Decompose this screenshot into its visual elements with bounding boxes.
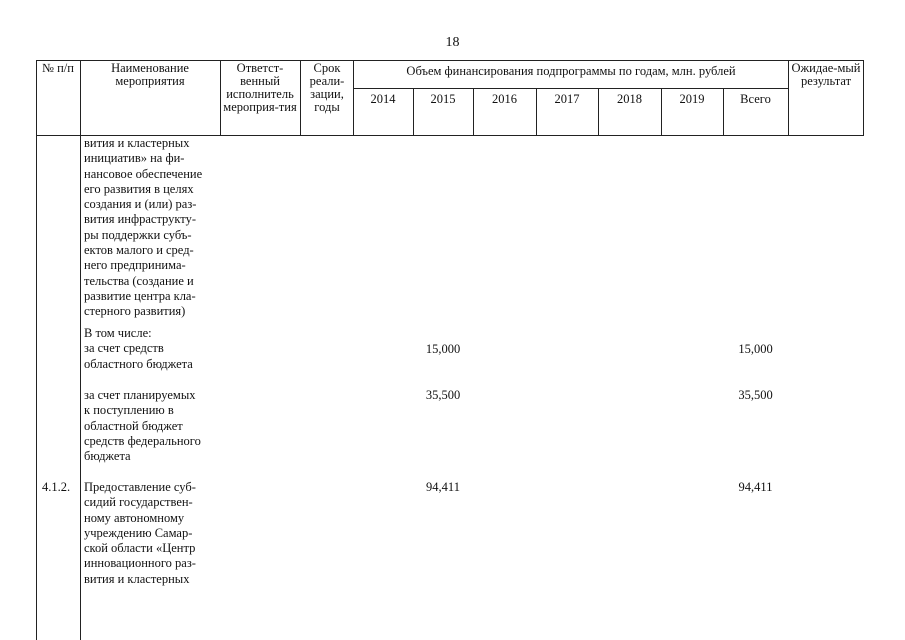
year-2015: 2015: [430, 92, 456, 106]
text-line: нансовое обеспечение: [84, 166, 203, 181]
text-line: ектов малого и сред-: [84, 243, 194, 258]
row-subsidy: [84, 480, 214, 587]
text-line: инициатив» на фи-: [84, 151, 185, 166]
col-line: [80, 60, 81, 640]
row-number: 4.1.2.: [42, 480, 71, 494]
page-number: 18: [445, 35, 460, 50]
year-total: Всего: [740, 92, 771, 106]
text-line: Предоставление суб-: [84, 480, 196, 494]
text-line: областного бюджета: [84, 356, 193, 371]
text-line: ской области «Центр: [84, 541, 196, 556]
header-term: Срок реали-зации, годы: [309, 61, 345, 114]
value-2015-federal: 35,500: [425, 388, 461, 402]
funding-table: [36, 60, 864, 640]
col-line: [863, 60, 864, 135]
value-2015-subsidy: 94,411: [426, 480, 460, 494]
row-federal-budget: [84, 388, 214, 464]
text-line: В том числе:: [84, 326, 152, 340]
col-line: [220, 60, 221, 135]
text-line: него предпринима-: [84, 258, 186, 273]
col-line: [300, 60, 301, 135]
year-2018: 2018: [617, 92, 642, 106]
value-total-federal: 35,500: [738, 388, 773, 402]
header-name: Наименование мероприятия: [111, 61, 189, 88]
text-line: бюджета: [84, 449, 131, 464]
text-line: инновационного раз-: [84, 556, 196, 571]
text-line: развитие центра кла-: [84, 288, 196, 303]
row-description: [84, 136, 214, 320]
col-line: [788, 60, 789, 135]
text-line: за счет планируемых: [84, 388, 196, 402]
year-2019: 2019: [679, 92, 705, 106]
text-line: ры поддержки субъ-: [84, 227, 192, 242]
text-line: вития и кластерных: [84, 571, 190, 586]
year-2017: 2017: [554, 92, 580, 106]
text-line: стерного развития): [84, 304, 186, 319]
text-line: вития инфраструкту-: [84, 212, 197, 227]
text-line: его развития в целях: [84, 181, 194, 196]
header-funding: Объем финансирования подпрограммы по годам, млн. рублей: [406, 64, 736, 78]
text-line: вития и кластерных: [84, 136, 190, 150]
header-result: Ожидае-мый результат: [791, 61, 861, 88]
text-line: за счет средств: [84, 341, 164, 356]
text-line: областной бюджет: [84, 418, 183, 433]
text-line: учреждению Самар-: [84, 525, 193, 540]
header-no: № п/п: [42, 61, 74, 75]
year-2016: 2016: [492, 92, 517, 106]
col-line: [36, 60, 37, 640]
row-regional-budget: [84, 326, 214, 372]
value-total-regional: 15,000: [738, 342, 773, 356]
text-line: к поступлению в: [84, 403, 174, 418]
header-executor: Ответст-венный исполнитель мероприя-тия: [223, 61, 297, 114]
row-line: [353, 88, 788, 89]
text-line: средств федерального: [84, 433, 201, 448]
text-line: сидий государствен-: [84, 495, 193, 510]
text-line: тельства (создание и: [84, 273, 194, 288]
text-line: создания и (или) раз-: [84, 197, 197, 212]
year-2014: 2014: [370, 92, 396, 106]
text-line: ному автономному: [84, 510, 185, 525]
value-total-subsidy: 94,411: [738, 480, 773, 494]
value-2015-regional: 15,000: [425, 342, 461, 356]
